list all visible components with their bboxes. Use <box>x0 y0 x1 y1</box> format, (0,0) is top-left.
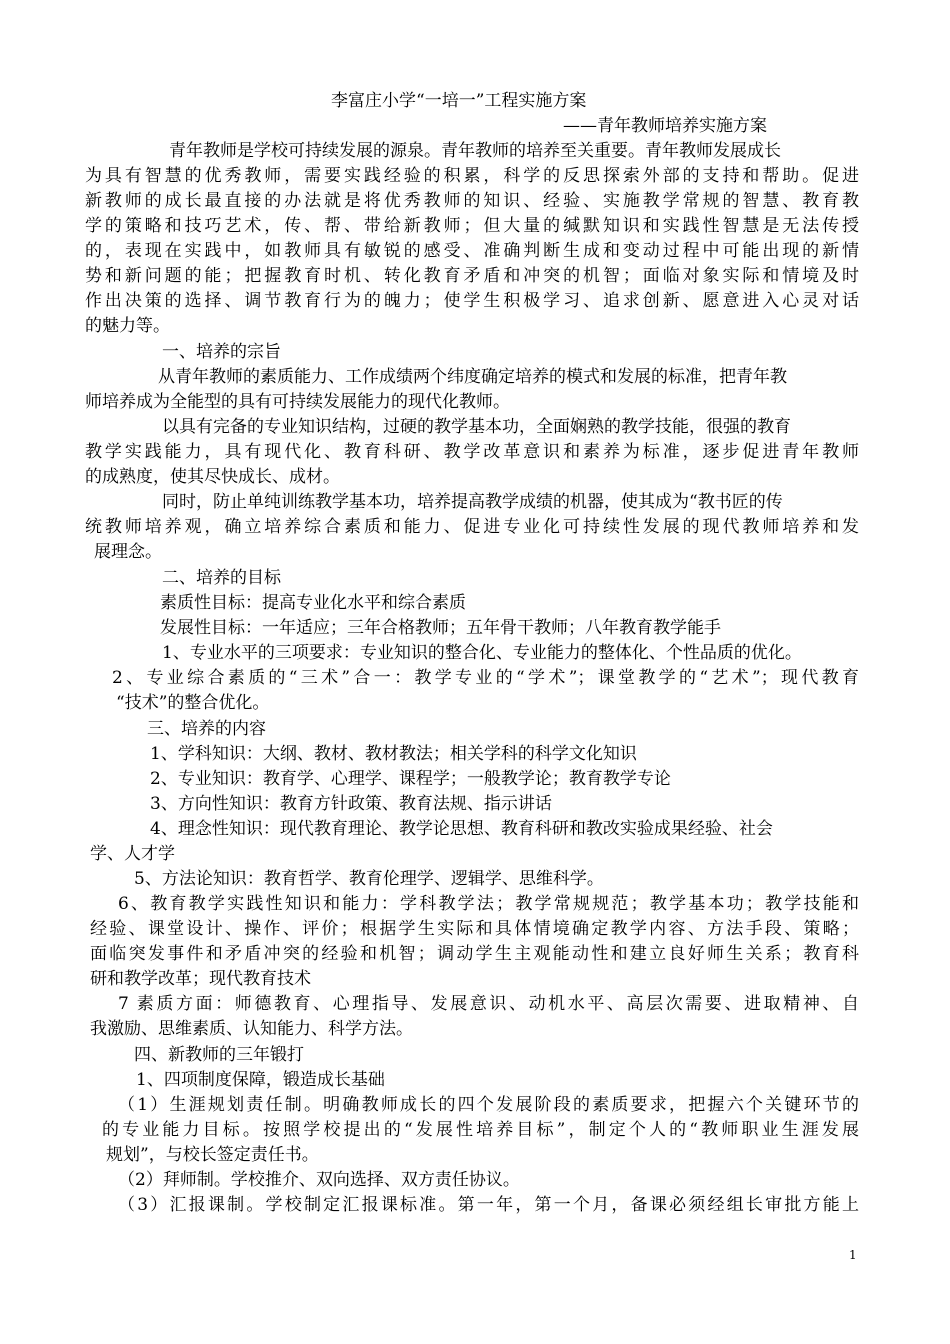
text-line: （2）拜师制。学校推介、双向选择、双方责任协议。 <box>118 1170 520 1190</box>
text-line: 新教师的成长最直接的办法就是将优秀教师的知识、经验、实施教学常规的智慧、教育教 <box>85 191 859 211</box>
text-line: 1、四项制度保障，锻造成长基础 <box>136 1070 385 1090</box>
page-number: 1 <box>849 1248 857 1262</box>
text-line: 的成熟度，使其尽快成长、成材。 <box>85 467 340 487</box>
text-line: 的专业能力目标。按照学校提出的“发展性培养目标”，制定个人的“教师职业生涯发展 <box>102 1120 859 1140</box>
text-line: 的，表现在实践中，如教师具有敏锐的感受、准确判断生成和变动过程中可能出现的新情 <box>85 241 859 261</box>
text-line: 同时，防止单纯训练教学基本功，培养提高教学成绩的机器，使其成为“教书匠的传 <box>162 492 783 512</box>
text-line: （1）生涯规划责任制。明确教师成长的四个发展阶段的素质要求，把握六个关键环节的 <box>118 1095 859 1115</box>
text-line: 1、学科知识：大纲、教材、教材教法；相关学科的科学文化知识 <box>150 744 637 764</box>
text-line: 4、理念性知识：现代教育理论、教学论思想、教育科研和教改实验成果经验、社会 <box>150 819 773 839</box>
text-line: 从青年教师的素质能力、工作成绩两个纬度确定培养的模式和发展的标准，把青年教 <box>158 367 787 387</box>
text-line: 青年教师是学校可持续发展的源泉。青年教师的培养至关重要。青年教师发展成长 <box>169 141 781 161</box>
text-line: 5、方法论知识：教育哲学、教育伦理学、逻辑学、思维科学。 <box>134 869 604 889</box>
text-line: 作出决策的选择、调节教育行为的魄力；使学生积极学习、追求创新、愿意进入心灵对话 <box>85 291 859 311</box>
text-line: 势和新问题的能；把握教育时机、转化教育矛盾和冲突的机智；面临对象实际和情境及时 <box>85 266 859 286</box>
section-heading: 一、培养的宗旨 <box>162 342 281 362</box>
text-line: 学、人才学 <box>90 844 175 864</box>
section-heading: 四、新教师的三年锻打 <box>134 1045 304 1065</box>
text-line: 教学实践能力，具有现代化、教育科研、教学改革意识和素养为标准，逐步促进青年教师 <box>85 442 859 462</box>
text-line: 经验、课堂设计、操作、评价；根据学生实际和具体情境确定教学内容、方法手段、策略； <box>90 919 859 939</box>
section-heading: 二、培养的目标 <box>162 568 281 588</box>
text-line: 1、专业水平的三项要求：专业知识的整合化、专业能力的整体化、个性品质的优化。 <box>162 643 802 663</box>
text-line: “技术”的整合优化。 <box>116 693 270 713</box>
text-line: 展理念。 <box>94 542 162 562</box>
text-line: 师培养成为全能型的具有可持续发展能力的现代化教师。 <box>85 392 510 412</box>
text-line: 2、专业知识：教育学、心理学、课程学；一般教学论；教育教学专论 <box>150 769 671 789</box>
document-subtitle: ——青年教师培养实施方案 <box>563 116 767 136</box>
text-line: 的魅力等。 <box>85 316 170 336</box>
text-line: 7 素质方面：师德教育、心理指导、发展意识、动机水平、高层次需要、进取精神、自 <box>118 994 859 1014</box>
text-line: （3）汇报课制。学校制定汇报课标准。第一年，第一个月，备课必须经组长审批方能上 <box>118 1195 859 1215</box>
text-line: 学的策略和技巧艺术，传、帮、带给新教师；但大量的缄默知识和实践性智慧是无法传授 <box>85 216 859 236</box>
document-title: 李富庄小学“一培一”工程实施方案 <box>331 91 587 111</box>
section-heading: 三、培养的内容 <box>147 719 266 739</box>
text-line: 规划”，与校长签定责任书。 <box>106 1145 319 1165</box>
text-line: 以具有完备的专业知识结构，过硬的教学基本功，全面娴熟的教学技能，很强的教育 <box>162 417 791 437</box>
text-line: 2、专业综合素质的“三术”合一：教学专业的“学术”；课堂教学的“艺术”；现代教育 <box>112 668 859 688</box>
text-line: 为具有智慧的优秀教师，需要实践经验的积累，科学的反思探索外部的支持和帮助。促进 <box>85 166 859 186</box>
text-line: 研和教学改革；现代教育技术 <box>90 969 311 989</box>
text-line: 统教师培养观，确立培养综合素质和能力、促进专业化可持续性发展的现代教师培养和发 <box>85 517 859 537</box>
text-line: 素质性目标：提高专业化水平和综合素质 <box>160 593 466 613</box>
text-line: 发展性目标：一年适应；三年合格教师；五年骨干教师；八年教育教学能手 <box>160 618 721 638</box>
text-line: 3、方向性知识：教育方针政策、教育法规、指示讲话 <box>150 794 552 814</box>
text-line: 我激励、思维素质、认知能力、科学方法。 <box>90 1019 413 1039</box>
text-line: 6、教育教学实践性知识和能力：学科教学法；教学常规规范；教学基本功；教学技能和 <box>118 894 859 914</box>
text-line: 面临突发事件和矛盾冲突的经验和机智；调动学生主观能动性和建立良好师生关系；教育科 <box>90 944 859 964</box>
